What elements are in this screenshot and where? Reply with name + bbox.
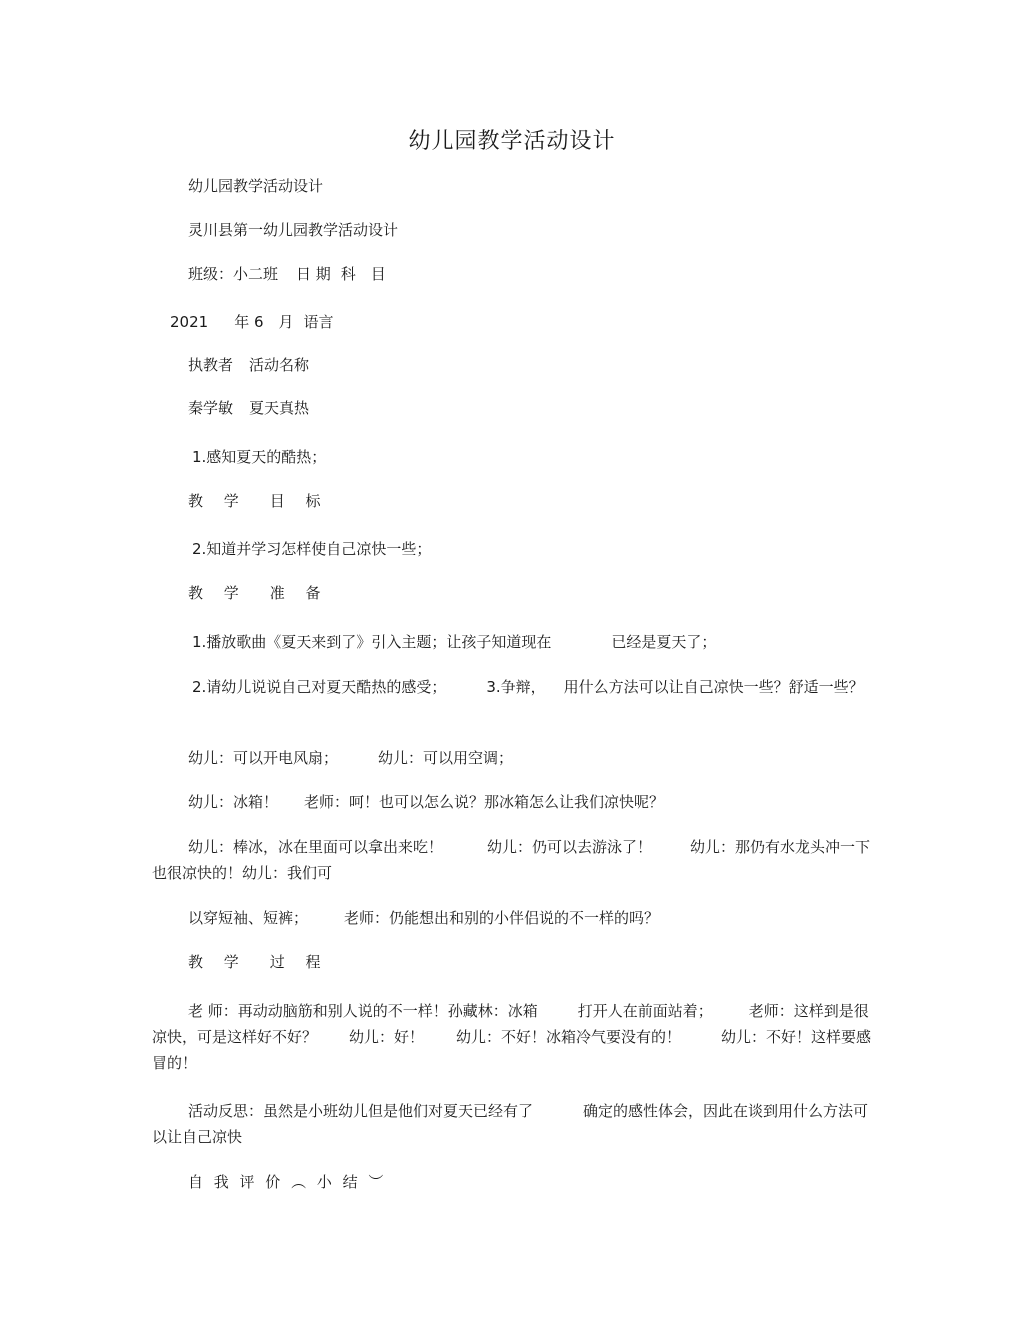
- teacher-name: 秦学敏: [188, 399, 234, 417]
- goal-1: 1.感知夏天的酷热；: [192, 448, 327, 466]
- prep-2-text-a: 2.请幼儿说说自己对夏天酷热的感受；: [192, 678, 447, 696]
- date-label: 日 期: [296, 265, 331, 283]
- para-3: [152, 834, 872, 886]
- para-4-text-a: 以穿短袖、短裤；: [188, 909, 309, 927]
- date-line: [170, 310, 334, 334]
- class-label: 班级：小二班: [188, 265, 279, 283]
- subject-value: 语言: [303, 313, 334, 331]
- para-3-text-a: 幼儿：棒冰，冰在里面可以拿出来吃！: [188, 838, 444, 856]
- para-6-text-b: 确定的感性体会，因此在谈到用什么方法可以让自己凉快: [152, 1102, 869, 1146]
- process-label: 教 学 过 程: [188, 953, 329, 971]
- goals-label: 教 学 目 标: [188, 492, 329, 510]
- teacher-header: [188, 353, 309, 377]
- para-2-text-a: 幼儿：冰箱！: [188, 793, 279, 811]
- teacher-values: [188, 396, 309, 420]
- prep-label: 教 学 准 备: [188, 584, 329, 602]
- para-3-text-c: 幼儿：那仍有水龙头冲一下也很凉快的！幼儿：我们可: [152, 838, 871, 882]
- month-value: 年 6 月: [234, 313, 294, 331]
- prep-2: [152, 674, 872, 700]
- para-1-text-a: 幼儿：可以开电风扇；: [188, 749, 339, 767]
- class-line: [188, 262, 386, 286]
- prep-1: [192, 630, 716, 654]
- para-5-text-a: 老 师：再动动脑筋和别人说的不一样！孙藏林：冰箱: [188, 1002, 538, 1020]
- page-title: 幼儿园教学活动设计: [408, 129, 616, 154]
- para-2-text-b: 老师：呵！也可以怎么说？那冰箱怎么让我们凉快呢？: [304, 793, 665, 811]
- para-1-text-b: 幼儿：可以用空调；: [378, 749, 514, 767]
- para-6: [152, 1098, 872, 1150]
- school-line: 灵川县第一幼儿园教学活动设计: [188, 221, 399, 239]
- subject-label: 科 目: [340, 265, 386, 283]
- para-5-text-c: 老师：这样到是很凉快，可是这样好不好？: [152, 1002, 869, 1046]
- eval-label: 自 我 评 价 ︵ 小 结 ︶: [188, 1173, 387, 1191]
- activity-label: 活动名称: [249, 356, 310, 374]
- prep-2-text-b: 3.争辩，: [486, 678, 546, 696]
- prep-1-text-b: 已经是夏天了；: [611, 633, 717, 651]
- para-5-text-e: 幼儿：不好！冰箱冷气要没有的！: [456, 1028, 682, 1046]
- prep-2-text-c: 用什么方法可以让自己凉快一些？舒适一些？: [563, 678, 864, 696]
- para-5-text-f: 幼儿：不好！这样要感冒的！: [152, 1028, 872, 1072]
- para-6-text-a: 活动反思：虽然是小班幼儿但是他们对夏天已经有了: [188, 1102, 534, 1120]
- activity-name: 夏天真热: [249, 399, 310, 417]
- para-5-text-b: 打开人在前面站着；: [577, 1002, 713, 1020]
- subtitle: 幼儿园教学活动设计: [188, 177, 324, 195]
- para-3-text-b: 幼儿：仍可以去游泳了！: [487, 838, 653, 856]
- para-4: [188, 906, 659, 930]
- para-4-text-b: 老师：仍能想出和别的小伴侣说的不一样的吗？: [344, 909, 660, 927]
- goal-2: 2.知道并学习怎样使自己凉快一些；: [192, 540, 432, 558]
- para-2: [188, 790, 664, 814]
- year-value: 2021: [170, 313, 209, 331]
- para-5: [152, 998, 872, 1076]
- para-5-text-d: 幼儿：好！: [349, 1028, 425, 1046]
- para-1: [188, 746, 513, 770]
- prep-1-text-a: 1.播放歌曲《夏天来到了》引入主题；让孩子知道现在: [192, 633, 552, 651]
- teacher-label: 执教者: [188, 356, 234, 374]
